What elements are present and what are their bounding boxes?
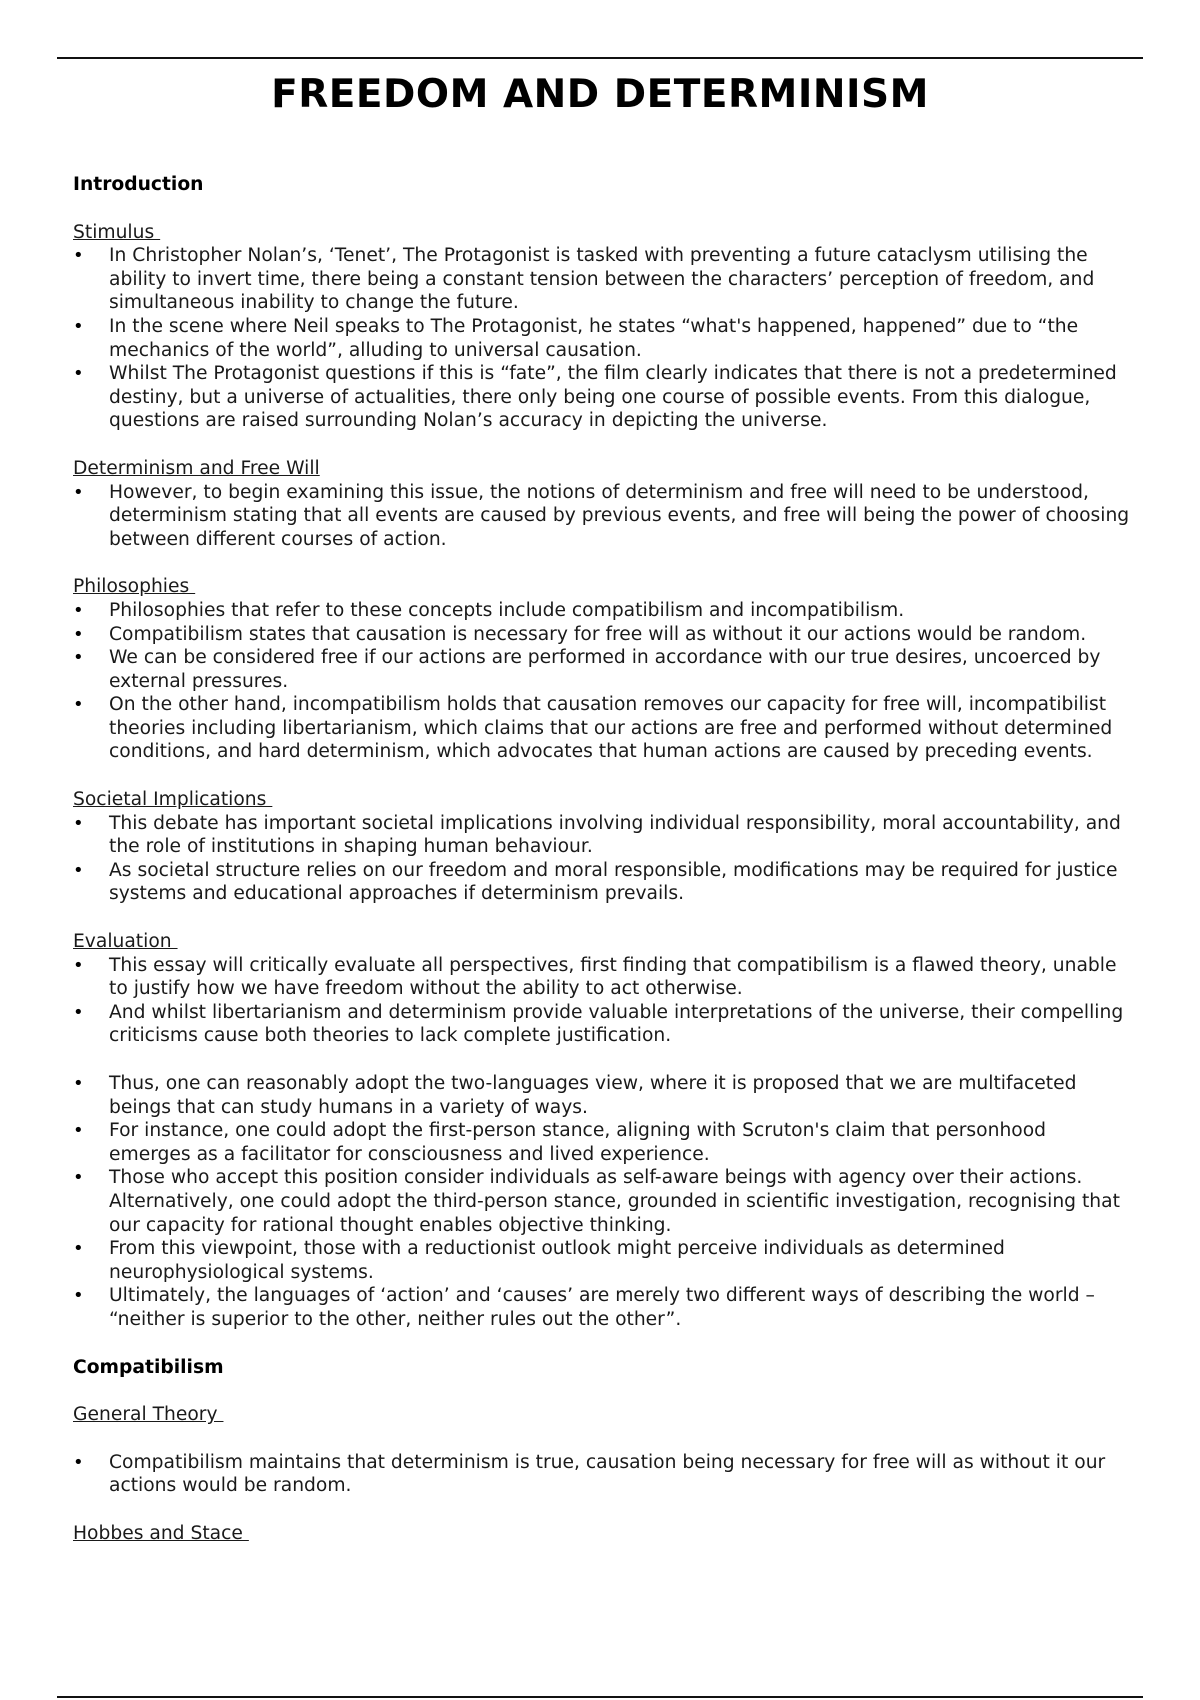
list-item: • Those who accept this position consider individuals as self-aware beings with agency over their actions. Alternatively, one could adopt the third-person stance, grounded in scientific investigation, recognising that our capacity for rational thought enables objective thinking. [73, 1166, 1133, 1237]
list-item: • We can be considered free if our actions are performed in accordance with our true desires, uncoerced by external pressures. [73, 646, 1133, 693]
document-title: FREEDOM AND DETERMINISM [271, 72, 929, 117]
subheading-evaluation: Evaluation [73, 931, 178, 953]
list-item: • As societal structure relies on our freedom and moral responsible, modifications may be required for justice systems and educational approaches if determinism prevails. [73, 859, 1133, 906]
list-item: • Compatibilism states that causation is necessary for free will as without it our actions would be random. [73, 623, 1133, 647]
list-item: • Thus, one can reasonably adopt the two-languages view, where it is proposed that we are multifaceted beings that can study humans in a variety of ways. [73, 1072, 1133, 1119]
list-item: • Whilst The Protagonist questions if this is “fate”, the film clearly indicates that there is not a predetermined destiny, but a universe of actualities, there only being one course of possible events. From this dialogue, questions are raised surrounding Nolan’s accuracy in depicting the universe. [73, 362, 1133, 433]
general-theory-list [73, 1451, 1133, 1498]
subheading-stimulus: Stimulus [73, 221, 161, 243]
list-item: • For instance, one could adopt the first-person stance, aligning with Scruton's claim that personhood emerges as a facilitator for consciousness and lived experience. [73, 1119, 1133, 1166]
section-heading-introduction: Introduction [73, 174, 204, 195]
evaluation-list [73, 954, 1133, 1048]
list-item: • Philosophies that refer to these concepts include compatibilism and incompatibilism. [73, 599, 1133, 623]
list-item: • This essay will critically evaluate all perspectives, first finding that compatibilism is a flawed theory, unable to justify how we have freedom without the ability to act otherwise. [73, 954, 1133, 1001]
list-item: • In the scene where Neil speaks to The Protagonist, he states “what's happened, happened” due to “the mechanics of the world”, alluding to universal causation. [73, 315, 1133, 362]
determinism-list [73, 481, 1133, 552]
evaluation-list-continued [73, 1072, 1133, 1332]
top-rule [57, 57, 1143, 59]
section-heading-compatibilism: Compatibilism [73, 1356, 224, 1378]
subheading-general-theory: General Theory [73, 1404, 224, 1426]
subheading-societal-implications: Societal Implications [73, 789, 273, 811]
list-item: • From this viewpoint, those with a reductionist outlook might perceive individuals as determined neurophysiological systems. [73, 1237, 1133, 1284]
subheading-determinism-free-will: Determinism and Free Will [73, 457, 320, 479]
list-item: • However, to begin examining this issue, the notions of determinism and free will need to be understood, determinism stating that all events are caused by previous events, and free will being the power of choosing between different courses of action. [73, 481, 1133, 552]
philosophies-list [73, 599, 1133, 764]
list-item: • And whilst libertarianism and determinism provide valuable interpretations of the universe, their compelling criticisms cause both theories to lack complete justification. [73, 1001, 1133, 1048]
stimulus-list [73, 244, 1133, 433]
document-page [73, 70, 1133, 1546]
list-item: • In Christopher Nolan’s, ‘Tenet’, The Protagonist is tasked with preventing a future cataclysm utilising the ability to invert time, there being a constant tension between the characters’ perception of freedom, and simultaneous inability to change the future. [73, 244, 1133, 315]
societal-list [73, 812, 1133, 906]
list-item: • This debate has important societal implications involving individual responsibility, moral accountability, and the role of institutions in shaping human behaviour. [73, 812, 1133, 859]
list-item: • Compatibilism maintains that determinism is true, causation being necessary for free will as without it our actions would be random. [73, 1451, 1133, 1498]
subheading-philosophies: Philosophies [73, 576, 196, 598]
document-body [73, 173, 1133, 1546]
list-item: • Ultimately, the languages of ‘action’ and ‘causes’ are merely two different ways of describing the world – “neither is superior to the other, neither rules out the other”. [73, 1284, 1133, 1331]
list-item: • On the other hand, incompatibilism holds that causation removes our capacity for free will, incompatibilist theories including libertarianism, which claims that our actions are free and performed without determined conditions, and hard determinism, which advocates that human actions are caused by preceding events. [73, 693, 1133, 764]
bottom-rule [57, 1696, 1143, 1698]
subheading-hobbes-stace: Hobbes and Stace [73, 1522, 249, 1544]
